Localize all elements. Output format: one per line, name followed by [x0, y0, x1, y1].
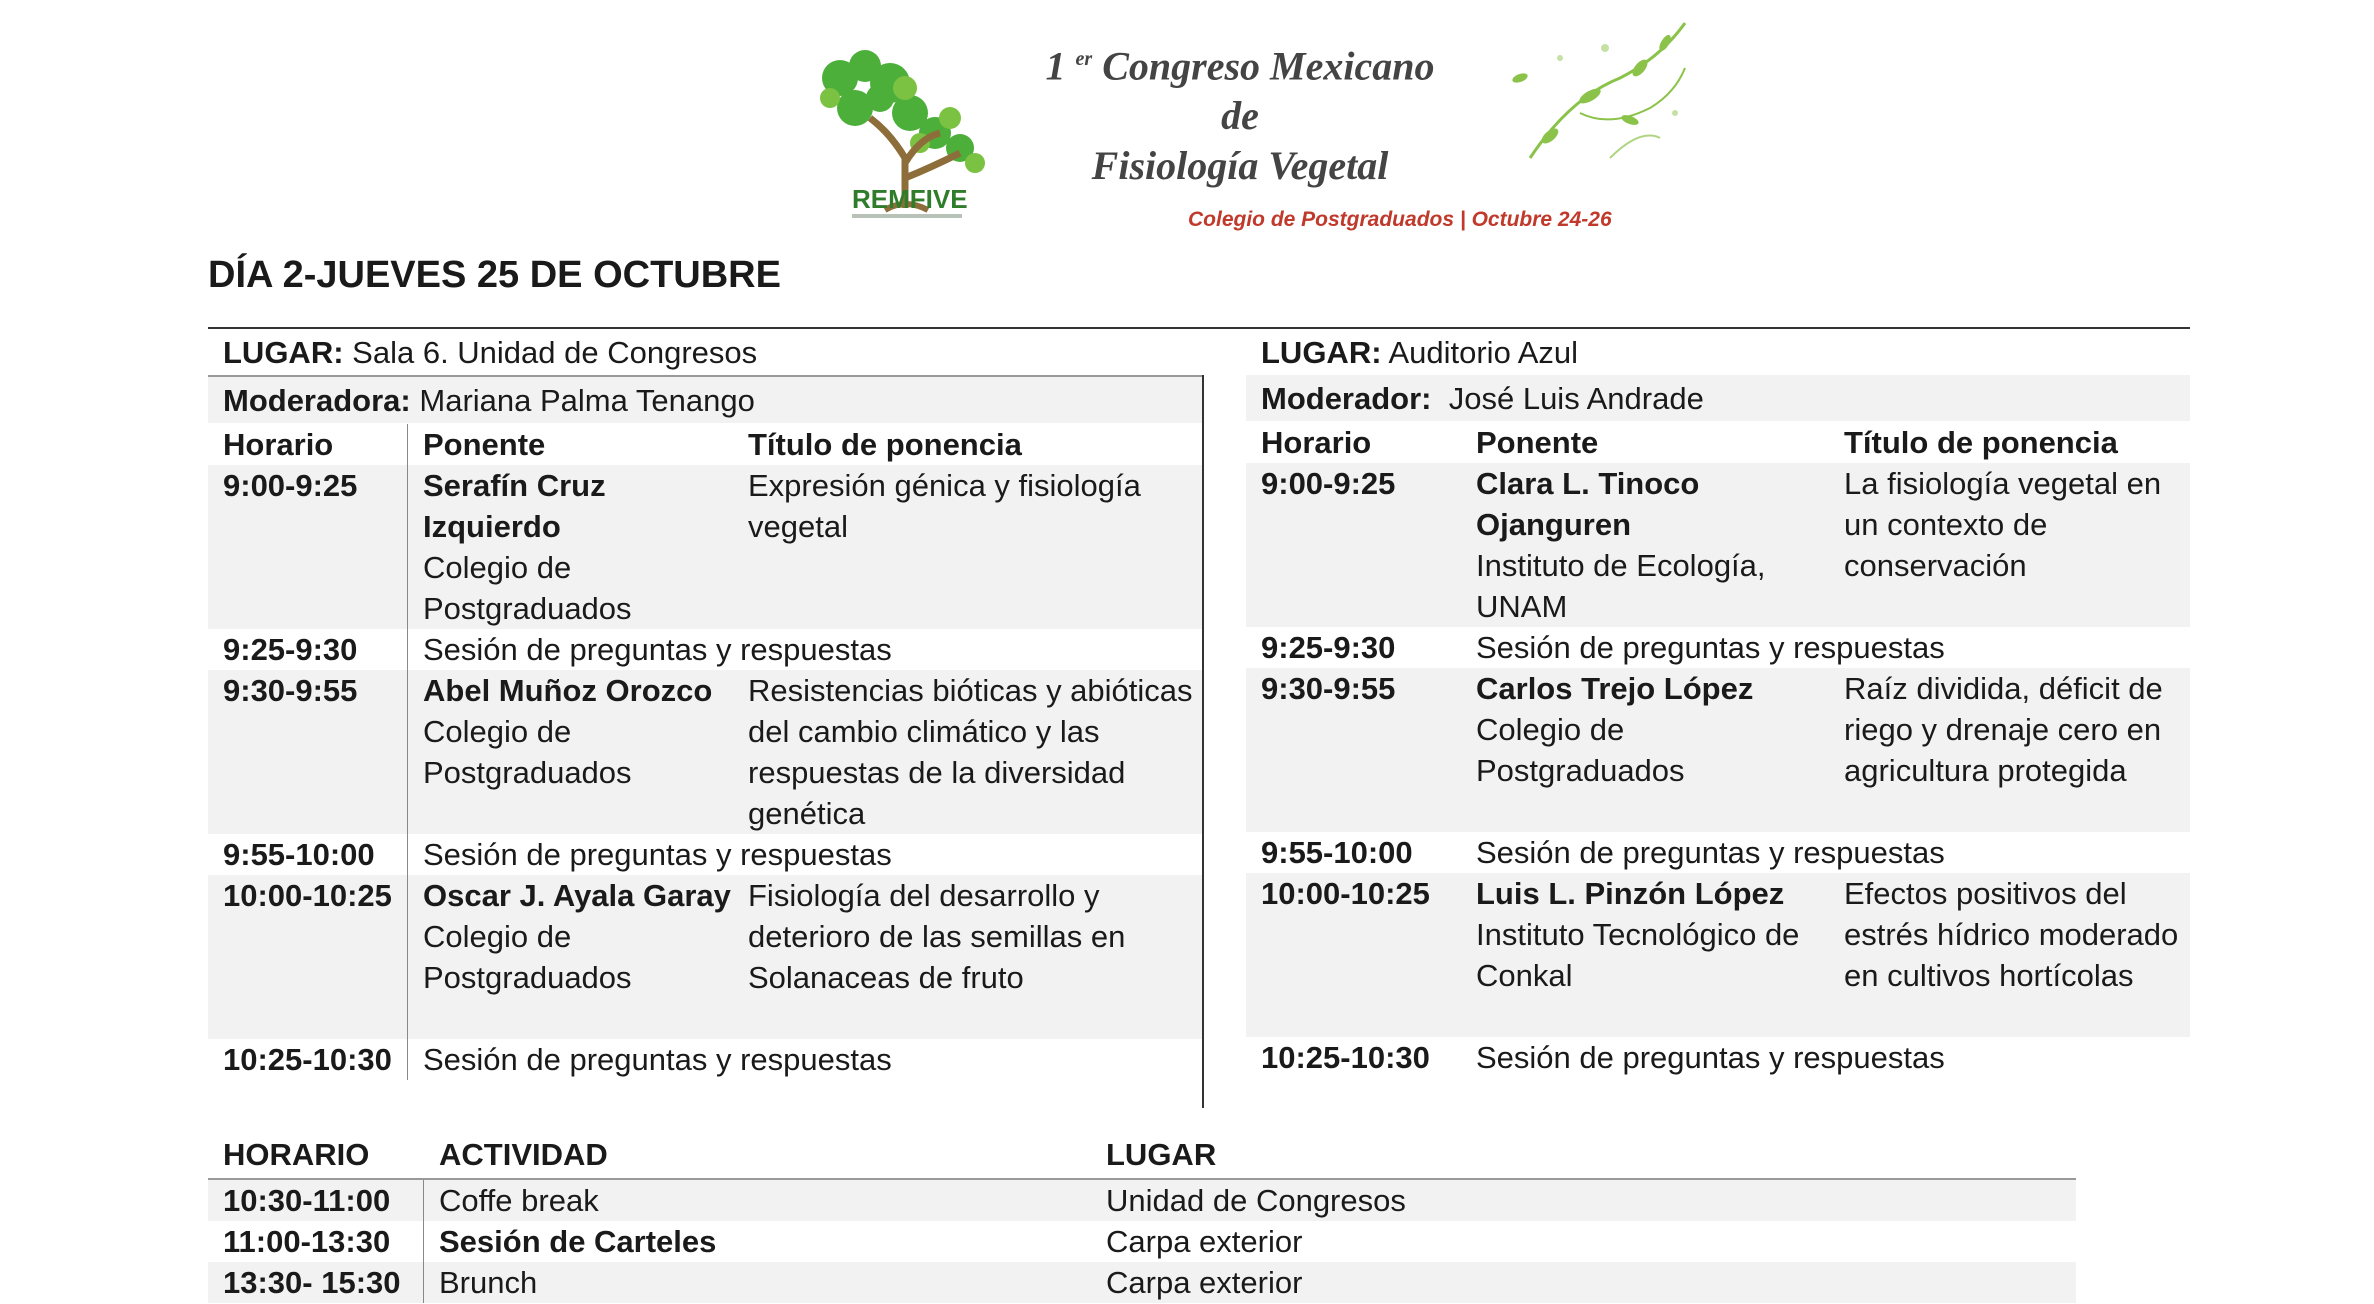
room-left [208, 327, 1202, 1080]
header-titulo: Título de ponencia [748, 426, 1022, 462]
header-horario: Horario [208, 424, 408, 465]
speaker-name: Abel Muñoz Orozco [423, 673, 713, 708]
moderator-row [208, 377, 1202, 423]
talk-time: 9:30-9:55 [1261, 671, 1396, 706]
activities-table [208, 1134, 2076, 1303]
logo-subtitle-line [852, 214, 962, 218]
moderator-value: José Luis Andrade [1448, 380, 1704, 416]
qa-label: Sesión de preguntas y respuestas [423, 837, 892, 872]
header-ponente: Ponente [1476, 424, 1599, 460]
talk-row [1246, 873, 2190, 1037]
title-line-3: Fisiología Vegetal [1091, 143, 1389, 189]
congress-tagline: Colegio de Postgraduados | Octubre 24-26 [1188, 208, 1612, 231]
talk-row [208, 465, 1202, 629]
moderator-label: Moderador: [1261, 380, 1432, 416]
qa-row [208, 629, 1202, 670]
qa-row [1246, 627, 2190, 668]
qa-row [208, 1039, 1202, 1080]
title-line-1: Congreso Mexicano [1102, 43, 1435, 89]
talk-time: 10:00-10:25 [208, 875, 408, 1039]
header-horario: HORARIO [223, 1137, 370, 1172]
activity-name: Sesión de Carteles [439, 1224, 717, 1259]
header-actividad: ACTIVIDAD [439, 1137, 608, 1172]
activity-name: Brunch [439, 1265, 538, 1300]
venue-value: Sala 6. Unidad de Congresos [352, 334, 758, 370]
remfive-logo-text: REMFIVE [852, 184, 968, 214]
qa-label: Sesión de preguntas y respuestas [1476, 1040, 1945, 1075]
speaker-name: Clara L. Tinoco Ojanguren [1476, 466, 1700, 542]
qa-label: Sesión de preguntas y respuestas [1476, 835, 1945, 870]
qa-time: 9:25-9:30 [208, 629, 408, 670]
qa-row [1246, 1037, 2190, 1078]
header-ponente: Ponente [423, 426, 546, 462]
moderator-row [1246, 375, 2190, 421]
qa-time: 9:25-9:30 [1261, 630, 1396, 665]
moderator-label: Moderadora: [223, 382, 411, 418]
ordinal: 1 [1045, 43, 1066, 89]
activity-row [208, 1180, 2076, 1221]
qa-row [1246, 832, 2190, 873]
activity-name: Coffe break [439, 1183, 599, 1218]
talk-time: 9:30-9:55 [208, 670, 408, 834]
activities-header-row [208, 1134, 2076, 1180]
activity-time: 11:00-13:30 [208, 1221, 424, 1262]
venue-label: LUGAR: [223, 334, 344, 370]
talk-title: Raíz dividida, déficit de riego y drenaje cero en agricultura protegida [1844, 671, 2163, 788]
activity-place: Carpa exterior [1106, 1265, 1303, 1300]
activity-time: 13:30- 15:30 [208, 1262, 424, 1303]
ordinal-suffix: er [1075, 48, 1093, 70]
vine-decoration-icon [1490, 18, 1690, 168]
activity-row [208, 1221, 2076, 1262]
congress-banner [810, 18, 1690, 250]
column-divider [1202, 375, 1204, 1108]
venue-value: Auditorio Azul [1388, 334, 1579, 370]
qa-label: Sesión de preguntas y respuestas [1476, 630, 1945, 665]
title-line-2: de [1221, 93, 1259, 139]
congress-title [980, 34, 1500, 191]
talk-title: Efectos positivos del estrés hídrico moderado en cultivos hortícolas [1844, 876, 2179, 993]
talk-title: Fisiología del desarrollo y deterioro de las semillas en Solanaceas de fruto [748, 878, 1126, 995]
header-horario: Horario [1261, 424, 1372, 460]
activity-time: 10:30-11:00 [208, 1180, 424, 1221]
speaker-affiliation: Colegio de Postgraduados [423, 714, 632, 790]
speaker-affiliation: Colegio de Postgraduados [1476, 712, 1685, 788]
qa-time: 9:55-10:00 [208, 834, 408, 875]
speaker-name: Serafín Cruz Izquierdo [423, 468, 606, 544]
speaker-affiliation: Colegio de Postgraduados [423, 919, 632, 995]
qa-row [208, 834, 1202, 875]
speaker-name: Luis L. Pinzón López [1476, 876, 1785, 911]
speaker-affiliation: Instituto Tecnológico de Conkal [1476, 917, 1800, 993]
table-header-row [208, 423, 1202, 465]
table-header-row [1246, 421, 2190, 463]
speaker-affiliation: Colegio de Postgraduados [423, 550, 632, 626]
venue-label: LUGAR: [1261, 334, 1382, 370]
speaker-name: Oscar J. Ayala Garay [423, 878, 731, 913]
activity-row [208, 1262, 2076, 1303]
room-right [1246, 327, 2190, 1078]
talk-row [208, 670, 1202, 834]
talk-row [1246, 463, 2190, 627]
talk-title: Resistencias bióticas y abióticas del cambio climático y las respuestas de la diversidad genética [748, 673, 1193, 831]
day-heading: DÍA 2-JUEVES 25 DE OCTUBRE [208, 254, 781, 296]
activity-place: Unidad de Congresos [1106, 1183, 1406, 1218]
header-lugar: LUGAR [1106, 1137, 1217, 1172]
venue-row [208, 327, 1202, 377]
header-titulo: Título de ponencia [1844, 424, 2118, 460]
venue-row [1246, 327, 2190, 375]
talk-row [1246, 668, 2190, 832]
moderator-value: Mariana Palma Tenango [419, 382, 755, 418]
qa-time: 9:55-10:00 [1261, 835, 1413, 870]
qa-time: 10:25-10:30 [208, 1039, 408, 1080]
talk-time: 10:00-10:25 [1261, 876, 1430, 911]
qa-time: 10:25-10:30 [1261, 1040, 1430, 1075]
qa-label: Sesión de preguntas y respuestas [423, 1042, 892, 1077]
speaker-affiliation: Instituto de Ecología, UNAM [1476, 548, 1766, 624]
talk-title: La fisiología vegetal en un contexto de conservación [1844, 466, 2162, 583]
qa-label: Sesión de preguntas y respuestas [423, 632, 892, 667]
talk-title: Expresión génica y fisiología vegetal [748, 468, 1141, 544]
speaker-name: Carlos Trejo López [1476, 671, 1754, 706]
talk-time: 9:00-9:25 [1261, 466, 1396, 501]
activity-place: Carpa exterior [1106, 1224, 1303, 1259]
talk-row [208, 875, 1202, 1039]
talk-time: 9:00-9:25 [208, 465, 408, 629]
